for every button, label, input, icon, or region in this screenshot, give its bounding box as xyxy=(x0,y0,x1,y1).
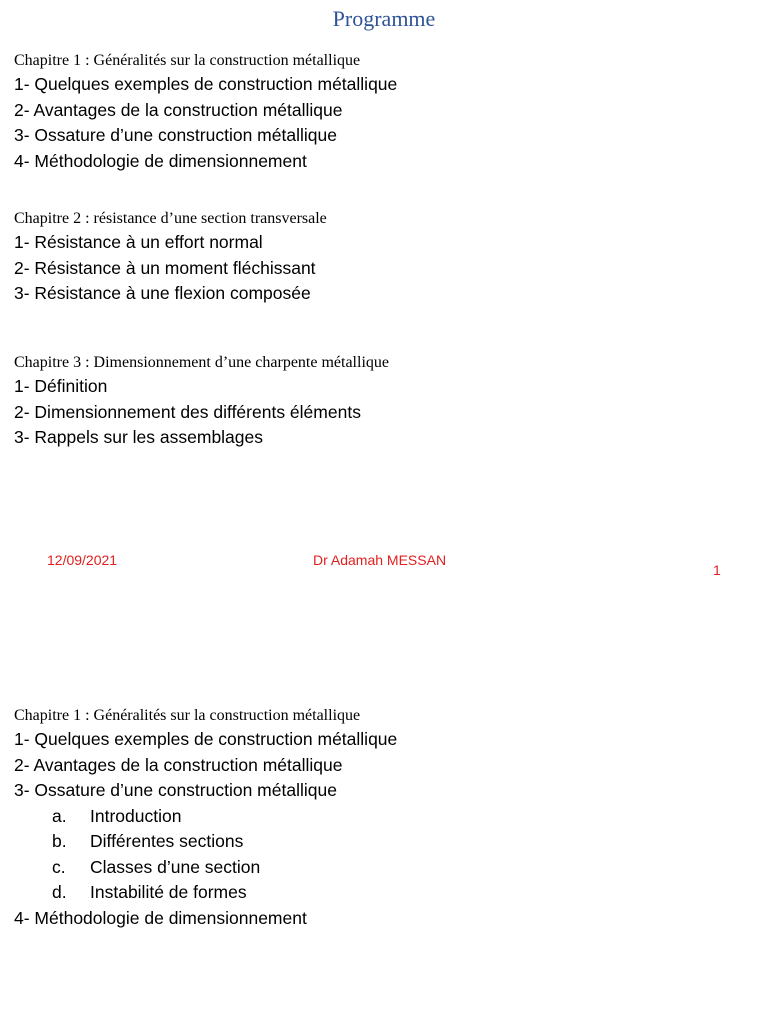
chapter-heading: Chapitre 1 : Généralités sur la construction métallique xyxy=(14,707,361,724)
list-item: 3- Ossature d’une construction métallique xyxy=(14,125,337,145)
sub-list-item xyxy=(14,829,754,855)
page-number: 1 xyxy=(713,562,721,578)
list-item: 4- Méthodologie de dimensionnement xyxy=(14,907,307,928)
sub-list-item xyxy=(14,804,754,830)
sub-list-text: Différentes sections xyxy=(90,831,244,851)
list-item: 2- Avantages de la construction métallique xyxy=(14,99,343,120)
sub-list-marker: d. xyxy=(52,882,67,902)
list-item: 2- Avantages de la construction métallique xyxy=(14,754,343,775)
sub-list-text: Instabilité de formes xyxy=(90,882,247,902)
chapter-3-block xyxy=(14,352,754,451)
sub-list-marker: a. xyxy=(52,805,67,826)
footer-author: Dr Adamah MESSAN xyxy=(313,552,447,568)
chapter-1-detail-block xyxy=(14,705,754,931)
chapter-heading: Chapitre 1 : Généralités sur la construction métallique xyxy=(14,52,361,69)
chapter-heading: Chapitre 3 : Dimensionnement d’une charpente métallique xyxy=(14,354,389,371)
sub-list-marker: c. xyxy=(52,856,66,877)
sub-list-item xyxy=(14,880,754,906)
list-item: 2- Dimensionnement des différents éléments xyxy=(14,401,361,422)
chapter-2-block xyxy=(14,208,754,307)
footer-date: 12/09/2021 xyxy=(47,552,118,568)
list-item: 1- Quelques exemples de construction métallique xyxy=(14,729,398,749)
list-item: 3- Rappels sur les assemblages xyxy=(14,427,264,447)
list-item: 3- Ossature d’une construction métallique xyxy=(14,780,337,800)
sub-list-text: Introduction xyxy=(90,805,182,826)
sub-list-marker: b. xyxy=(52,831,67,851)
list-item: 2- Résistance à un moment fléchissant xyxy=(14,257,316,278)
sub-list-text: Classes d’une section xyxy=(90,856,261,877)
list-item: 1- Définition xyxy=(14,376,108,396)
chapter-heading: Chapitre 2 : résistance d’une section transversale xyxy=(14,210,327,227)
sub-list-item xyxy=(14,855,754,881)
list-item: 1- Quelques exemples de construction métallique xyxy=(14,74,398,94)
list-item: 3- Résistance à une flexion composée xyxy=(14,283,311,303)
page-title: Programme xyxy=(332,6,436,31)
list-item: 1- Résistance à un effort normal xyxy=(14,232,263,252)
list-item: 4- Méthodologie de dimensionnement xyxy=(14,150,307,171)
chapter-1-block xyxy=(14,50,754,174)
